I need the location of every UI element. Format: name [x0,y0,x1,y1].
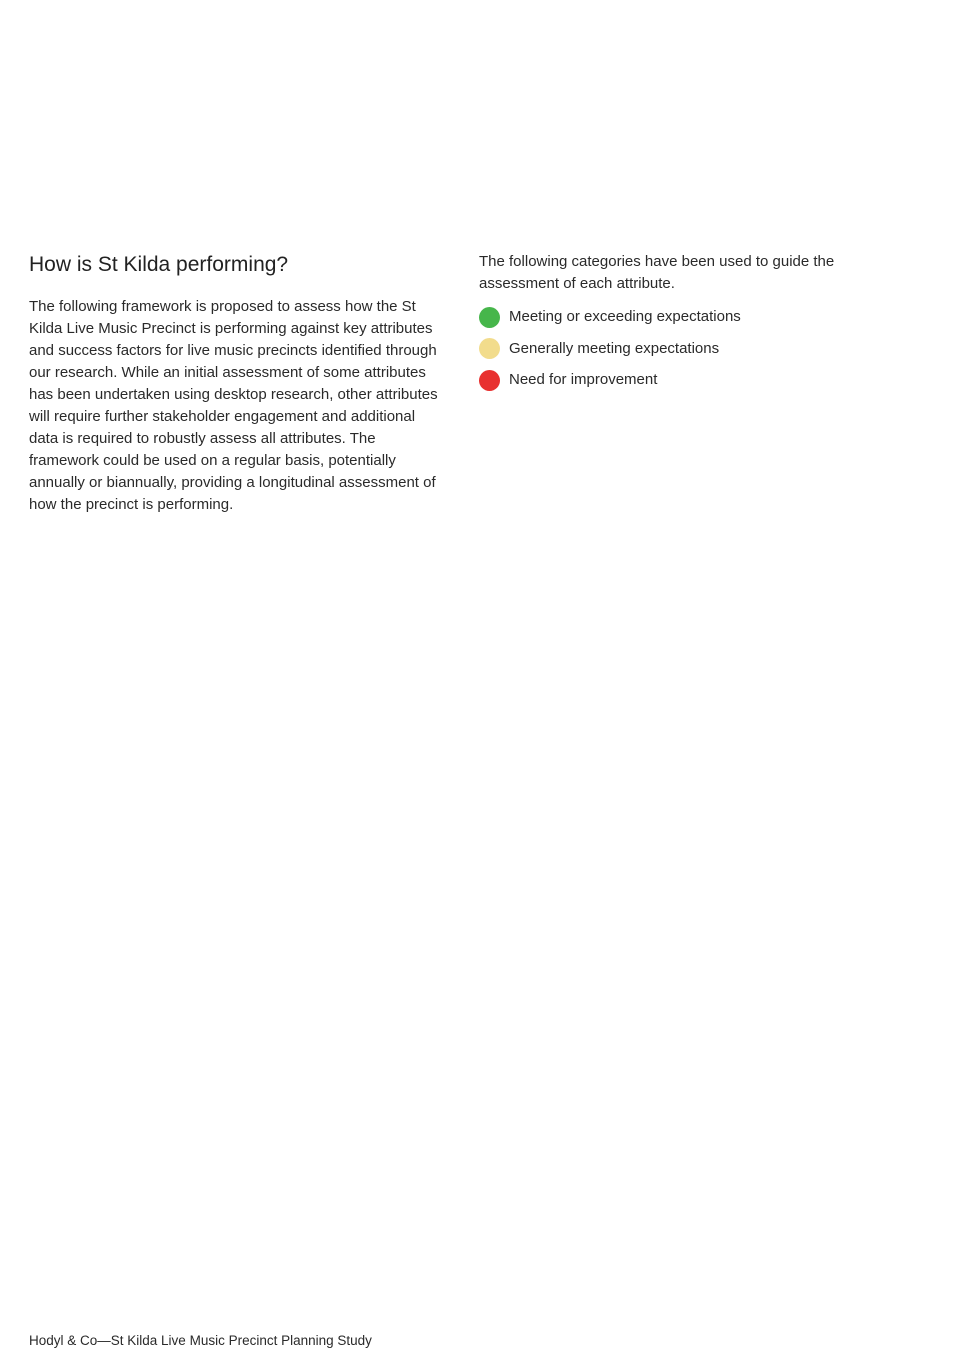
section-heading: How is St Kilda performing? [29,253,289,276]
legend-label: Meeting or exceeding expectations [509,308,741,325]
green-circle-icon [479,307,500,328]
framework-section [29,251,439,516]
legend-label: Need for improvement [509,371,658,388]
legend-section [479,251,899,401]
legend-list [479,306,899,391]
red-circle-icon [479,370,500,391]
yellow-circle-icon [479,338,500,359]
legend-item-generally-meeting [479,338,899,360]
legend-item-need-for-improvement [479,369,899,391]
page-footer: Hodyl & Co—St Kilda Live Music Precinct Planning Study [29,1333,372,1348]
legend-intro-text: The following categories have been used to guide the assessment of each attribute. [479,253,835,292]
legend-item-meeting-or-exceeding [479,306,899,328]
section-intro-paragraph: The following framework is proposed to assess how the St Kilda Live Music Precinct is performing against key attributes and success factors for live music precincts identified through our research. While an initial assessment of some attributes has been undertaken using desktop research, other attributes will require further stakeholder engagement and additional data is required to robustly assess all attributes. The framework could be used on a regular basis, potentially annually or biannually, providing a longitudinal assessment of how the precinct is performing. [29,298,438,513]
legend-label: Generally meeting expectations [509,339,720,357]
